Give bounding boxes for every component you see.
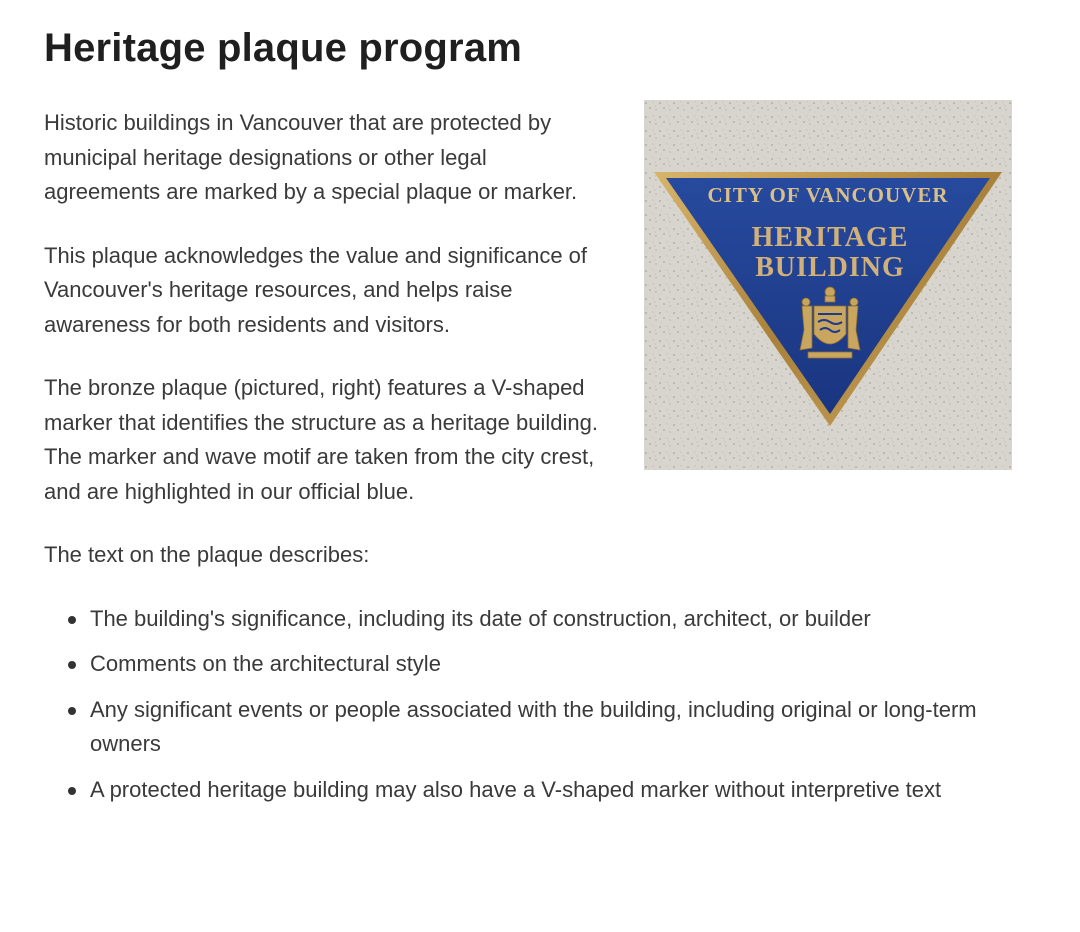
paragraph-bronze-plaque: The bronze plaque (pictured, right) features a V-shaped marker that identifies the structure as a heritage building. The marker and wave motif are taken from the city crest, and are highlighted in our official blue. (44, 375, 598, 504)
list-item (90, 693, 1036, 762)
bullet-icon (68, 787, 76, 795)
list-item (90, 773, 1036, 808)
plaque-line-city: CITY OF VANCOUVER (707, 183, 949, 207)
paragraph-text-describes: The text on the plaque describes: (44, 542, 370, 567)
list-item (90, 647, 1036, 682)
bullet-icon (68, 707, 76, 715)
heritage-plaque-image (644, 100, 1012, 470)
list-item-text: Any significant events or people associated with the building, including original or long-term owners (90, 696, 977, 756)
bullet-icon (68, 661, 76, 669)
plaque-line-heritage: HERITAGE (751, 222, 909, 253)
article-body (44, 106, 1036, 807)
bullet-icon (68, 616, 76, 624)
list-item-text: Comments on the architectural style (90, 651, 441, 676)
plaque-text-list (44, 602, 1036, 808)
list-item-text: The building's significance, including its date of construction, architect, or builder (90, 605, 871, 631)
list-item-text: A protected heritage building may also have a V-shaped marker without interpretive text (90, 776, 942, 802)
list-item (90, 602, 1036, 637)
paragraph-intro: Historic buildings in Vancouver that are protected by municipal heritage designations or other legal agreements are marked by a special plaque or marker. (44, 110, 578, 204)
heritage-plaque-photo (644, 100, 1012, 470)
paragraph-acknowledgement: This plaque acknowledges the value and significance of Vancouver's heritage resources, and helps raise awareness for both residents and visitors. (44, 242, 588, 337)
plaque-line-building: BUILDING (755, 252, 905, 283)
page-title: Heritage plaque program (44, 26, 523, 70)
